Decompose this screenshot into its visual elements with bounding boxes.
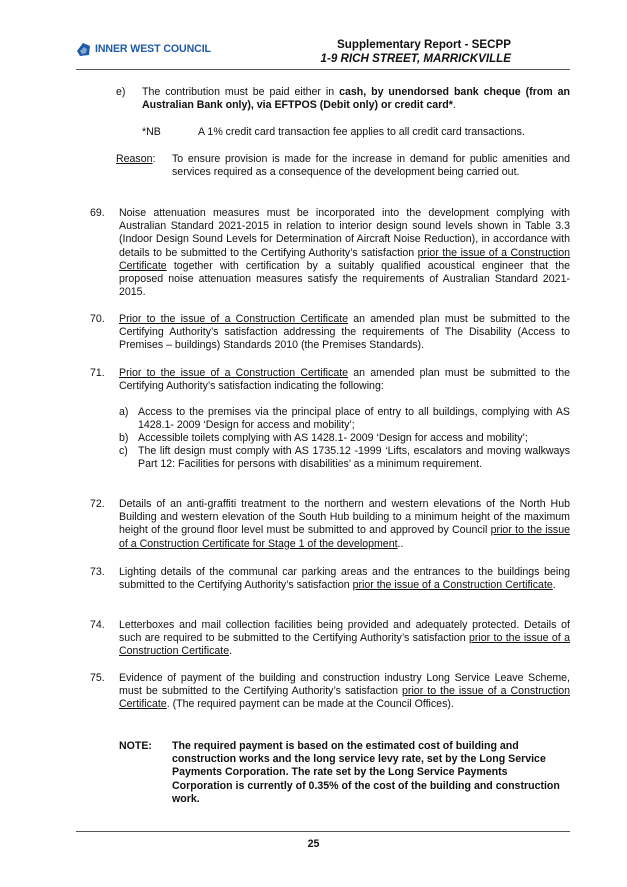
condition-74-text: Letterboxes and mail collection facilities being provided and adequately protected. Details of such are required to be submitted to the Certifying Authority’s satisfaction prior to the issue of a Construction Certificate. xyxy=(119,619,570,658)
condition-70-number: 70. xyxy=(90,313,105,325)
condition-73-text: Lighting details of the communal car parking areas and the entrances to the buildings being submitted to the Certifying Authority’s satisfaction prior the issue of a Construction Certificate. xyxy=(119,566,570,592)
condition-71-item-a-text: Access to the premises via the principal place of entry to all buildings, complying with AS 1428.1- 2009 ‘Design for access and mobility’; xyxy=(138,406,570,432)
condition-71-item-c-marker: c) xyxy=(119,445,128,457)
condition-71-item-c-text: The lift design must comply with AS 1735.12 -1999 ‘Lifts, escalators and moving walkways Part 12: Facilities for persons with disabilities’ as a minimum requirement. xyxy=(138,445,570,471)
condition-72-number: 72. xyxy=(90,498,105,510)
logo-text: INNER WEST COUNCIL xyxy=(95,43,211,55)
reason-text: To ensure provision is made for the increase in demand for public amenities and services required as a consequence of the development being carried out. xyxy=(172,153,570,179)
condition-71-number: 71. xyxy=(90,367,105,379)
nb-label: *NB xyxy=(142,126,161,138)
note-label: NOTE: xyxy=(119,740,152,752)
condition-71-item-b-marker: b) xyxy=(119,432,129,444)
condition-69-text: Noise attenuation measures must be incorporated into the development complying with Australian Standard 2021-2015 in relation to interior design sound levels shown in Table 3.3 (Indoor Design Sound Levels for Determination of Aircraft Noise Reduction), in accordance with details to be submitted to the Certifying Authority’s satisfaction prior the issue of a Construction Certificate together with certification by a suitably qualified acoustical engineer that the proposed noise attenuation measures satisfy the requirements of Australian Standard 2021-2015. xyxy=(119,207,570,299)
condition-71-text: Prior to the issue of a Construction Certificate an amended plan must be submitted to the Certifying Authority’s satisfaction indicating the following: xyxy=(119,367,571,393)
condition-75-text: Evidence of payment of the building and construction industry Long Service Leave Scheme, must be submitted to the Certifying Authority’s satisfaction prior to the issue of a Construction Certificate. (The required payment can be made at the Council Offices). xyxy=(119,672,570,711)
report-title: Supplementary Report - SECPP xyxy=(337,38,511,51)
header-divider xyxy=(76,69,570,70)
condition-71-item-b-text: Accessible toilets complying with AS 1428.1- 2009 ‘Design for access and mobility’; xyxy=(138,432,528,444)
footer-divider xyxy=(76,831,570,832)
condition-73-number: 73. xyxy=(90,566,105,578)
item-e-text: The contribution must be paid either in cash, by unendorsed bank cheque (from an Australian Bank only), via EFTPOS (Debit only) or credit card*. xyxy=(142,86,571,112)
condition-69-number: 69. xyxy=(90,207,105,219)
page-number: 25 xyxy=(307,838,320,850)
report-subtitle: 1-9 RICH STREET, MARRICKVILLE xyxy=(320,52,511,65)
condition-70-text: Prior to the issue of a Construction Certificate an amended plan must be submitted to the Certifying Authority’s satisfaction addressing the requirements of The Disability (Access to Premises – buildings) Standards 2010 (the Premises Standards). xyxy=(119,313,571,352)
nb-text: A 1% credit card transaction fee applies to all credit card transactions. xyxy=(198,126,525,138)
reason-label: Reason: xyxy=(116,153,156,165)
note-text: The required payment is based on the estimated cost of building and construction works and the long service levy rate, set by the Long Service Payments Corporation. The rate set by the Long Service Payments Corporation is currently of 0.35% of the cost of the building and construction work. xyxy=(172,740,560,805)
condition-74-number: 74. xyxy=(90,619,105,631)
council-logo xyxy=(76,41,211,57)
condition-75-number: 75. xyxy=(90,672,105,684)
inner-west-council-logo-icon xyxy=(76,42,91,57)
condition-72-text: Details of an anti-graffiti treatment to the northern and western elevations of the North Hub Building and western elevation of the South Hub building to a minimum height of the maximum height of the ground floor level must be submitted to and approved by Council prior to the issue of a Construction Certificate for Stage 1 of the development.. xyxy=(119,498,570,550)
condition-71-item-a-marker: a) xyxy=(119,406,129,418)
item-e-marker: e) xyxy=(116,86,126,98)
